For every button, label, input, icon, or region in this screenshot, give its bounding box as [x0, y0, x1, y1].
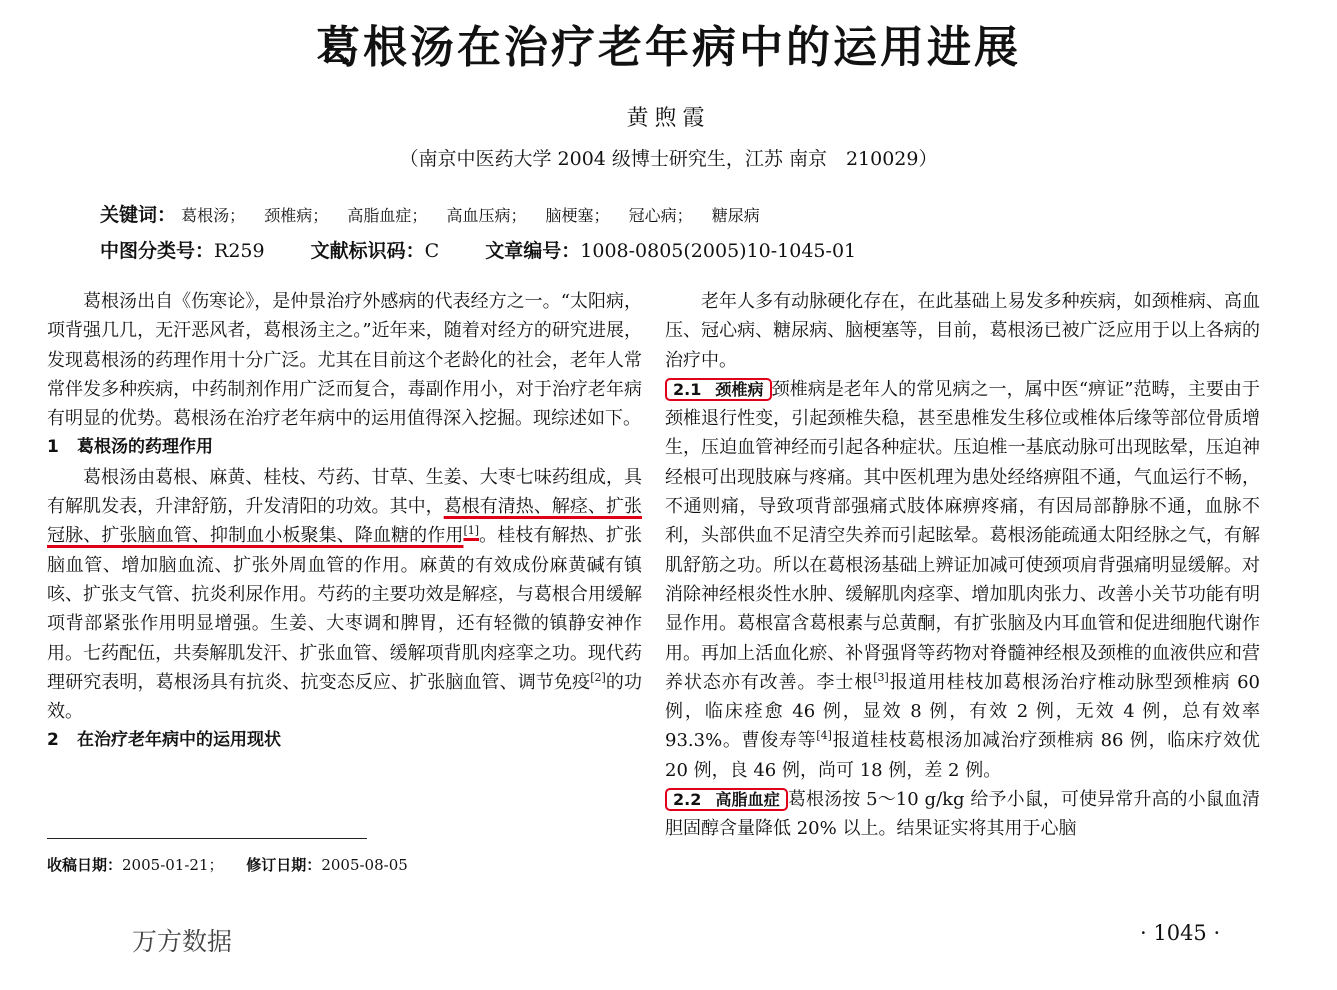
- subsection-title: 颈椎病: [715, 379, 764, 399]
- revised-date: 2005-08-05: [321, 856, 408, 874]
- classification-line: [100, 236, 856, 266]
- subsection-2-1: [665, 375, 1260, 785]
- paragraph-text: 颈椎病是老年人的常见病之一，属中医“痹证”范畴，主要由于颈椎退行性变，引起颈椎失稳，甚至患椎发生移位或椎体后缘等部位骨质增生，压迫血管神经而引起各种症状。压迫椎一基底动脉可出现眩晕，压迫神经根可出现肢麻与疼痛。其中医机理为患处经络痹阻不通，气血运行不畅，不通则痛，导致项背部强痛式肢体麻痹疼痛，有因局部静脉不通，血脉不利，头部供血不足清空失养而引起眩晕。葛根汤能疏通太阳经脉之气，有解肌舒筋之功。所以在葛根汤基础上辨证加减可使颈项肩背强痛明显缓解。对消除神经根炎性水肿、缓解肌肉痉挛、增加肌肉张力、改善小关节功能有明显作用。葛根富含葛根素与总黄酮，有扩张脑及内耳血管和促进细胞代谢作用。再加上活血化瘀、补肾强肾等药物对脊髓神经根及颈椎的血液供应和营养状态亦有改善。李士根: [665, 378, 1260, 693]
- keyword: 糖尿病: [711, 206, 760, 225]
- intro-paragraph: 葛根汤出自《伤寒论》，是仲景治疗外感病的代表经方之一。“太阳病，项背强几几，无汗恶风者，葛根汤主之。”近年来，随着对经方的研究进展，发现葛根汤的药理作用十分广泛。尤其在目前这个老龄化的社会，老年人常常伴发多种疾病，中药制剂作用广泛而复合，毒副作用小，对于治疗老年病有明显的优势。葛根汤在治疗老年病中的运用值得深入挖掘。现综述如下。: [47, 291, 642, 430]
- keyword: 颈椎病；: [264, 206, 329, 225]
- section-heading-2: [47, 726, 642, 755]
- article-no-value: 1008-0805(2005)10-1045-01: [580, 240, 857, 262]
- paragraph-text: 。桂枝有解热、扩张脑血管、增加脑血流、扩张外周血管的作用。麻黄的有效成份麻黄碱有镇咳、扩张支气管、抗炎利尿作用。芍药的主要功效是解痉，与葛根合用缓解项背部紧张作用明显增强。生姜、大枣调和脾胃，还有轻微的镇静安神作用。七药配伍，共奏解肌发汗、扩张血管、缓解项背肌肉痉挛之功。现代药理研究表明，葛根汤具有抗炎、抗变态反应、扩张脑血管、调节免疫: [47, 525, 643, 693]
- subsection-title: 高脂血症: [715, 790, 780, 810]
- highlighted-text: 葛根有清热、解痉、扩张冠脉、扩张脑血管、抑制血小板聚集、降血糖的作用: [47, 496, 642, 547]
- submission-dates: [47, 852, 408, 878]
- doc-code-label: 文献标识码：: [310, 240, 425, 262]
- citation-ref: [4]: [816, 729, 832, 743]
- received-label: 收稿日期：: [47, 856, 123, 874]
- author-affiliation: （南京中医药大学 2004 级博士研究生，江苏 南京 210029）: [399, 148, 938, 170]
- clc-label: 中图分类号：: [100, 240, 215, 262]
- keyword: 葛根汤；: [181, 206, 246, 225]
- section-number: 2: [47, 730, 59, 751]
- page-number: · 1045 ·: [1140, 921, 1221, 945]
- received-date: 2005-01-21；: [122, 856, 224, 874]
- paper-title: 葛根汤在治疗老年病中的运用进展: [316, 22, 1021, 73]
- subsection-number: 2.1: [673, 379, 702, 399]
- doc-code-value: C: [424, 240, 440, 262]
- section-title: 葛根汤的药理作用: [77, 437, 213, 458]
- subsection-heading-box: [665, 378, 772, 401]
- section-number: 1: [47, 437, 59, 458]
- section-title: 在治疗老年病中的运用现状: [77, 730, 281, 751]
- paragraph-text: 葛根汤由葛根、麻黄、桂枝、芍药、甘草、生姜、大枣七味药组成，具有解肌发表，升津舒筋，升发清阳的功效。其中，: [47, 466, 642, 518]
- subsection-2-2: [665, 785, 1260, 844]
- paragraph-text: 的功效。: [47, 671, 643, 723]
- keyword: 脑梗塞；: [545, 206, 610, 225]
- keywords-label: 关键词：: [100, 204, 177, 226]
- citation-ref: [2]: [590, 670, 606, 684]
- citation-ref: [1]: [463, 524, 480, 538]
- subsection-heading-box: [665, 788, 788, 811]
- keyword: 冠心病；: [628, 206, 693, 225]
- pharmacology-paragraph: [47, 463, 642, 727]
- clc-value: R259: [214, 240, 265, 262]
- watermark: 万方数据: [132, 927, 233, 956]
- author-name: 黄煦霞: [626, 106, 711, 131]
- left-column: [47, 287, 642, 756]
- paragraph-text: 报道桂枝葛根汤加减治疗颈椎病 86 例，临床疗效优 20 例，良 46 例，尚可 18 例，差 2 例。: [665, 730, 1260, 781]
- paragraph-text: 葛根汤按 5～10 g/kg 给予小鼠，可使异常升高的小鼠血清胆固醇含量降低 20% 以上。结果证实将其用于心脑: [665, 789, 1260, 840]
- right-column: [665, 287, 1260, 844]
- citation-ref: [3]: [873, 670, 889, 684]
- article-no-label: 文章编号：: [485, 240, 581, 262]
- keywords-line: [100, 200, 774, 231]
- section-heading-1: [47, 433, 642, 462]
- keyword: 高脂血症；: [347, 206, 428, 225]
- continuation-paragraph: 老年人多有动脉硬化存在，在此基础上易发多种疾病，如颈椎病、高血压、冠心病、糖尿病、脑梗塞等，目前，葛根汤已被广泛应用于以上各病的治疗中。: [665, 291, 1260, 371]
- footnote-divider: [47, 838, 367, 839]
- paragraph-text: 报道用桂枝加葛根汤治疗椎动脉型颈椎病 60 例，临床痊愈 46 例，显效 8 例，有效 2 例，无效 4 例，总有效率 93.3%。曹俊寿等: [665, 671, 1261, 752]
- keyword: 高血压病；: [446, 206, 527, 225]
- revised-label: 修订日期：: [246, 856, 322, 874]
- subsection-number: 2.2: [673, 790, 702, 810]
